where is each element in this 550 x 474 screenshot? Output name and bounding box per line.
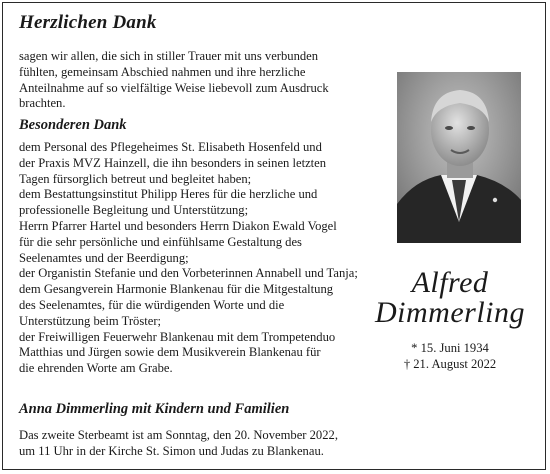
intro-line: Anteilnahme auf so vielfältige Weise liebevoll zum Ausdruck	[19, 80, 329, 95]
thanks-line: des Seelenamtes, für die würdigenden Worte und die	[19, 297, 285, 312]
special-thanks-heading: Besonderen Dank	[19, 117, 127, 133]
birth-date: * 15. Juni 1934	[411, 341, 489, 355]
death-date: † 21. August 2022	[403, 357, 497, 371]
thanks-text	[19, 140, 379, 377]
intro-line: brachten.	[19, 96, 66, 111]
service-line: Das zweite Sterbeamt ist am Sonntag, den 20. November 2022,	[19, 428, 338, 442]
thanks-line: Tagen fürsorglich betreut und begleitet haben;	[19, 171, 252, 186]
thanks-line: für die sehr persönliche und einfühlsame Gestaltung des	[19, 234, 302, 249]
thanks-line: Matthias und Jürgen sowie dem Musikverein Blankenau für	[19, 345, 321, 360]
thanks-line: Herrn Pfarrer Hartel und besonders Herrn Diakon Ewald Vogel	[19, 218, 337, 233]
intro-line: sagen wir allen, die sich in stiller Trauer mit uns verbunden	[19, 49, 319, 63]
thanks-line: dem Personal des Pflegeheimes St. Elisabeth Hosenfeld und	[19, 140, 322, 154]
thanks-line: Unterstützung beim Tröster;	[19, 313, 162, 328]
service-text	[19, 428, 364, 460]
service-line: um 11 Uhr in der Kirche St. Simon und Judas zu Blankenau.	[19, 443, 324, 458]
thanks-line: der Organistin Stefanie und den Vorbeterinnen Annabell und Tanja;	[19, 266, 358, 281]
deceased-last-name: Dimmerling	[375, 296, 525, 329]
intro-line: fühlten, gemeinsam Abschied nahmen und ihre herzliche	[19, 64, 306, 79]
thanks-line: die ehrenden Worte am Grabe.	[19, 361, 173, 376]
family-signature: Anna Dimmerling mit Kindern und Familien	[19, 401, 290, 417]
portrait-photo	[397, 72, 521, 243]
thanks-line: der Praxis MVZ Hainzell, die ihn besonders in seinen letzten	[19, 155, 327, 170]
thanks-line: Seelenamtes und der Beerdigung;	[19, 250, 189, 265]
thanks-line: dem Bestattungsinstitut Philipp Heres für die herzliche und	[19, 187, 318, 202]
deceased-first-name: Alfred	[411, 266, 489, 299]
intro-text	[19, 49, 364, 112]
thanks-line: dem Gesangverein Harmonie Blankenau für die Mitgestaltung	[19, 282, 334, 297]
notice-heading: Herzlichen Dank	[19, 12, 157, 33]
thanks-line: professionelle Begleitung und Unterstützung;	[19, 203, 249, 218]
thanks-line: der Freiwilligen Feuerwehr Blankenau mit dem Trompetenduo	[19, 329, 336, 344]
